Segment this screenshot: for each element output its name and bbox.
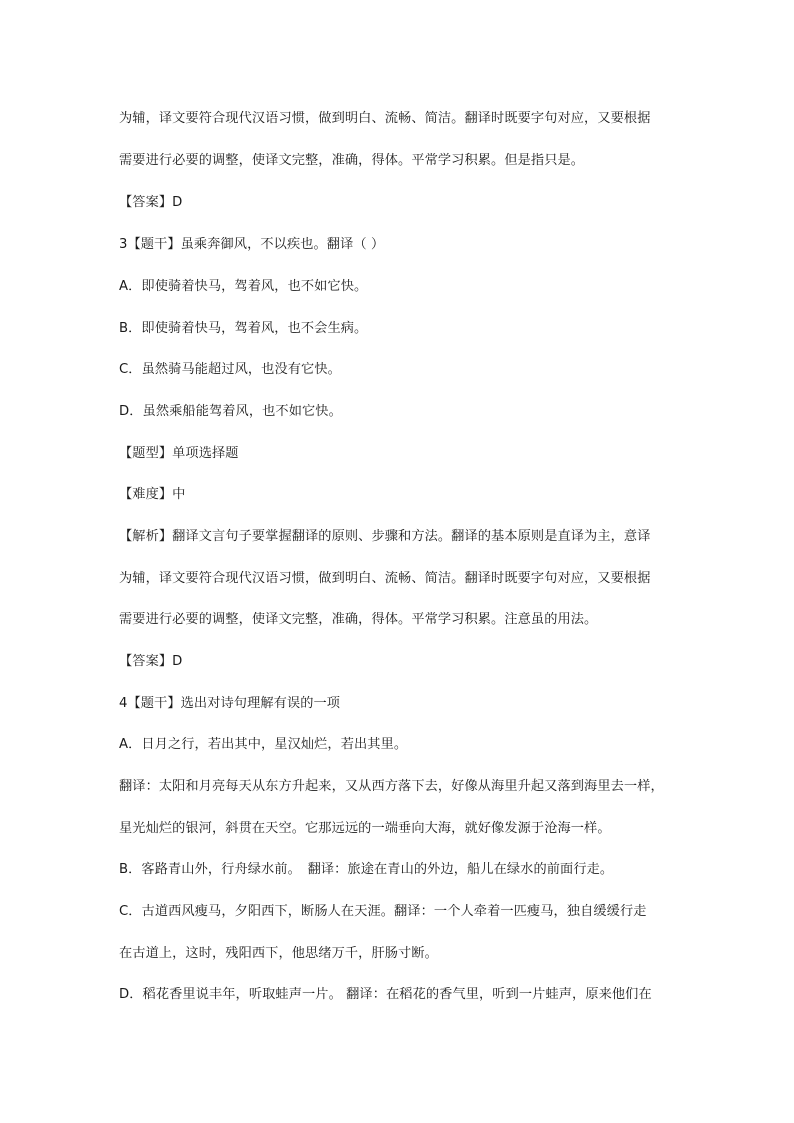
difficulty: 【难度】中 [119,487,186,502]
text-line: 为辅，译文要符合现代汉语习惯，做到明白、流畅、简洁。翻译时既要字句对应，又要根据 [119,111,651,126]
option-d: D．虽然乘船能驾着风，也不如它快。 [119,404,342,419]
answer-label: 【答案】D [119,195,183,210]
option-c: C．虽然骑马能超过风，也没有它快。 [119,362,341,377]
option-b: B．客路青山外，行舟绿水前。 翻译：旅途在青山的外边，船儿在绿水的前面行走。 [119,862,614,877]
text-line: 为辅，译文要符合现代汉语习惯，做到明白、流畅、简洁。翻译时既要字句对应，又要根据 [119,571,651,586]
analysis: 【解析】翻译文言句子要掌握翻译的原则、步骤和方法。翻译的基本原则是直译为主，意译 [119,529,651,544]
option-b: B．即使骑着快马，驾着风，也不会生病。 [119,321,368,336]
question-type: 【题型】单项选择题 [119,446,239,461]
question-stem: 3【题干】虽乘奔御风，不以疾也。翻译（ ） [119,237,385,252]
option-a: A．即使骑着快马，驾着风，也不如它快。 [119,279,368,294]
text-line: 需要进行必要的调整，使译文完整，准确，得体。平常学习积累。注意虽的用法。 [119,612,598,627]
answer-label: 【答案】D [119,654,183,669]
option-d: D．稻花香里说丰年，听取蛙声一片。 翻译：在稻花的香气里，听到一片蛙声，原来他们在 [119,987,652,1002]
question-stem: 4【题干】选出对诗句理解有误的一项 [119,696,341,711]
option-a: A．日月之行，若出其中，星汉灿烂，若出其里。 [119,737,408,752]
option-c: C．古道西风瘦马，夕阳西下，断肠人在天涯。翻译：一个人牵着一匹瘦马，独自缓缓行走 [119,904,647,919]
translation-text: 星光灿烂的银河，斜贯在天空。它那远远的一端垂向大海，就好像发源于沧海一样。 [119,821,611,836]
translation-text: 翻译：太阳和月亮每天从东方升起来，又从西方落下去，好像从海里升起又落到海里去一样， [119,779,664,794]
text-line: 在古道上，这时，残阳西下，他思绪万千，肝肠寸断。 [119,946,438,961]
text-line: 需要进行必要的调整，使译文完整，准确，得体。平常学习积累。但是指只是。 [119,153,585,168]
